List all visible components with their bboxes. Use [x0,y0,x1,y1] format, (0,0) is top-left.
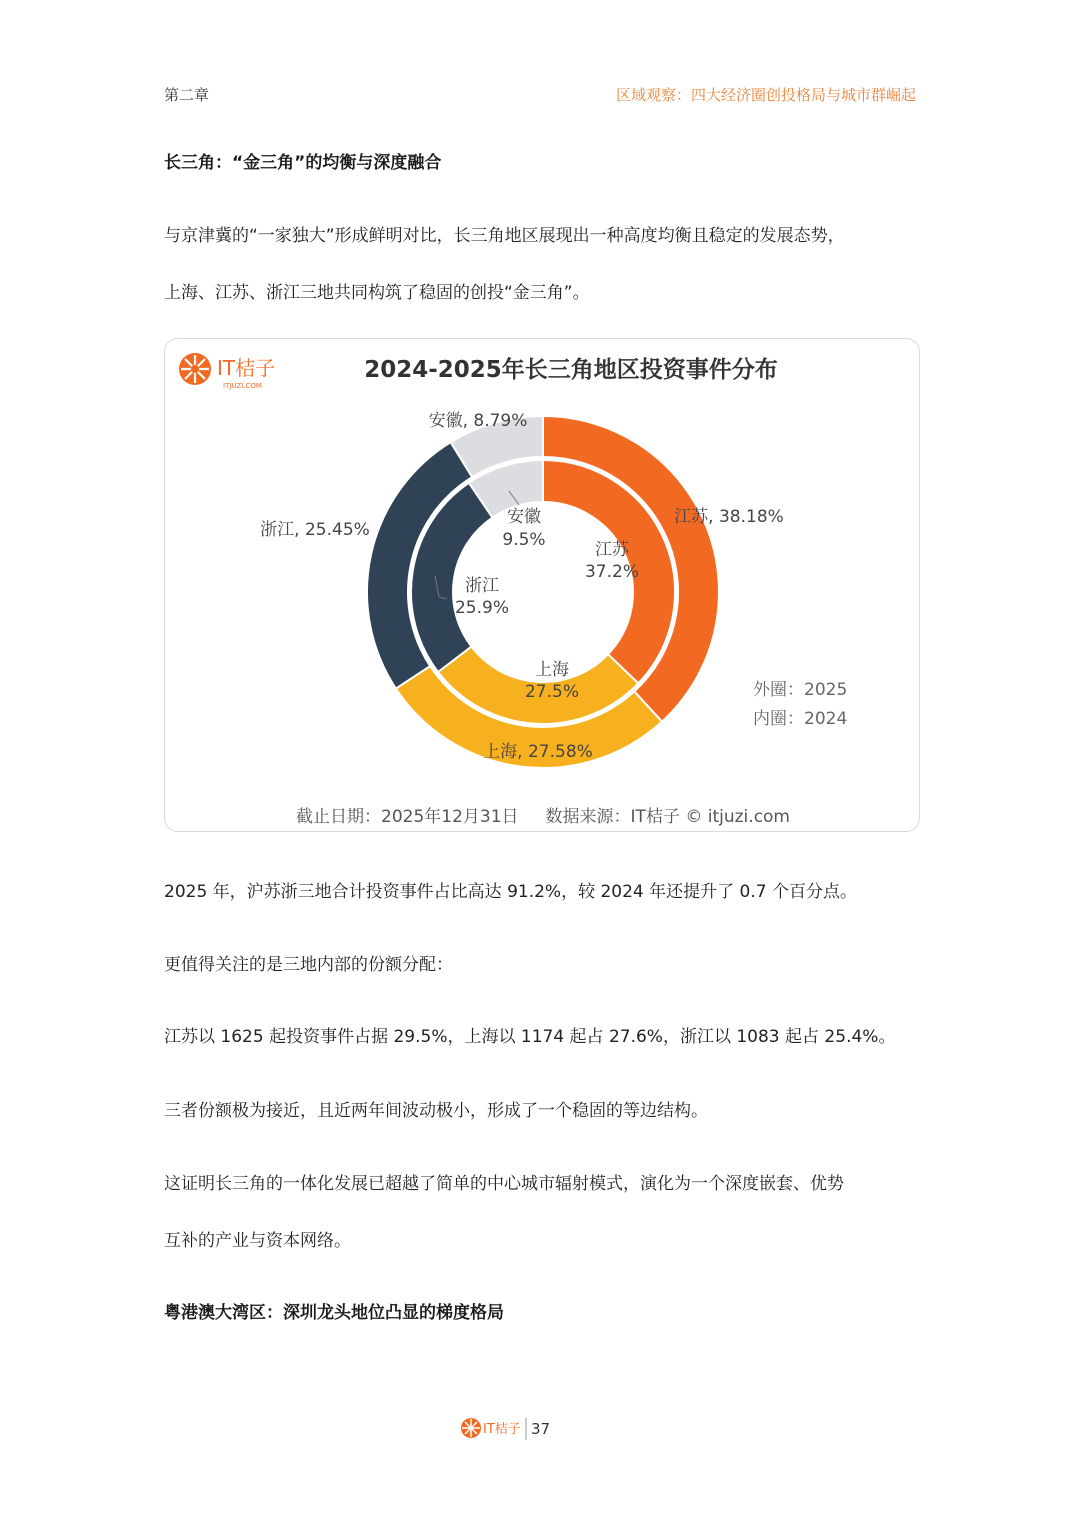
body-line-2: 更值得关注的是三地内部的份额分配： [164,955,453,975]
source-note: 截止日期：2025年12月31日 数据来源：IT桔子 © itjuzi.com [296,807,790,827]
inner-label-zhejiang-value: 25.9% [454,598,510,618]
body-line-6: 互补的产业与资本网络。 [164,1231,351,1251]
footer-brand: IT桔子 [483,1422,521,1437]
donut-chart [165,339,921,833]
inner-label-shanghai-name: 上海 [535,660,569,680]
section-label: 区域观察：四大经济圈创投格局与城市群崛起 [615,86,916,104]
section-heading-2: 粤港澳大湾区：深圳龙头地位凸显的梯度格局 [164,1303,504,1323]
outer-label-anhui: 安徽, 8.79% [428,411,528,431]
inner-ring-legend: 内圈：2024 [753,709,848,729]
body-line-1: 2025 年，沪苏浙三地合计投资事件占比高达 91.2%，较 2024 年还提升了 0.7 个百分点。 [164,882,857,902]
inner-label-anhui-value: 9.5% [502,530,546,550]
inner-label-jiangsu-value: 37.2% [584,562,640,582]
logo-sub-text: ITJUZI.COM [223,382,262,390]
body-line-5: 这证明长三角的一体化发展已超越了简单的中心城市辐射模式，演化为一个深度嵌套、优势 [164,1174,844,1194]
outer-label-zhejiang: 浙江, 25.45% [260,520,370,540]
brand-logo [179,353,275,390]
chart-title: 2024-2025年长三角地区投资事件分布 [364,357,778,383]
chart-card [164,338,920,832]
page-number: 37 [531,1420,551,1438]
inner-label-zhejiang-name: 浙江 [465,576,499,596]
inner-label-anhui-name: 安徽 [507,507,541,527]
inner-label-shanghai-value: 27.5% [524,682,580,702]
section-heading: 长三角：“金三角”的均衡与深度融合 [164,153,442,173]
outer-ring-legend: 外圈：2025 [753,680,848,700]
logo-brand-text: IT桔子 [217,356,276,380]
inner-label-jiangsu-name: 江苏 [595,540,629,560]
body-line-4: 三者份额极为接近，且近两年间波动极小，形成了一个稳固的等边结构。 [164,1101,708,1121]
outer-label-shanghai: 上海, 27.58% [483,742,593,762]
body-line-3: 江苏以 1625 起投资事件占据 29.5%，上海以 1174 起占 27.6%，浙江以 1083 起占 25.4%。 [164,1027,896,1047]
page-footer [0,1414,1080,1442]
intro-line-1: 与京津冀的“一家独大”形成鲜明对比，长三角地区展现出一种高度均衡且稳定的发展态势， [164,226,845,246]
outer-label-jiangsu: 江苏, 38.18% [674,507,784,527]
intro-line-2: 上海、江苏、浙江三地共同构筑了稳固的创投“金三角”。 [164,283,590,303]
chapter-label: 第二章 [164,86,210,104]
